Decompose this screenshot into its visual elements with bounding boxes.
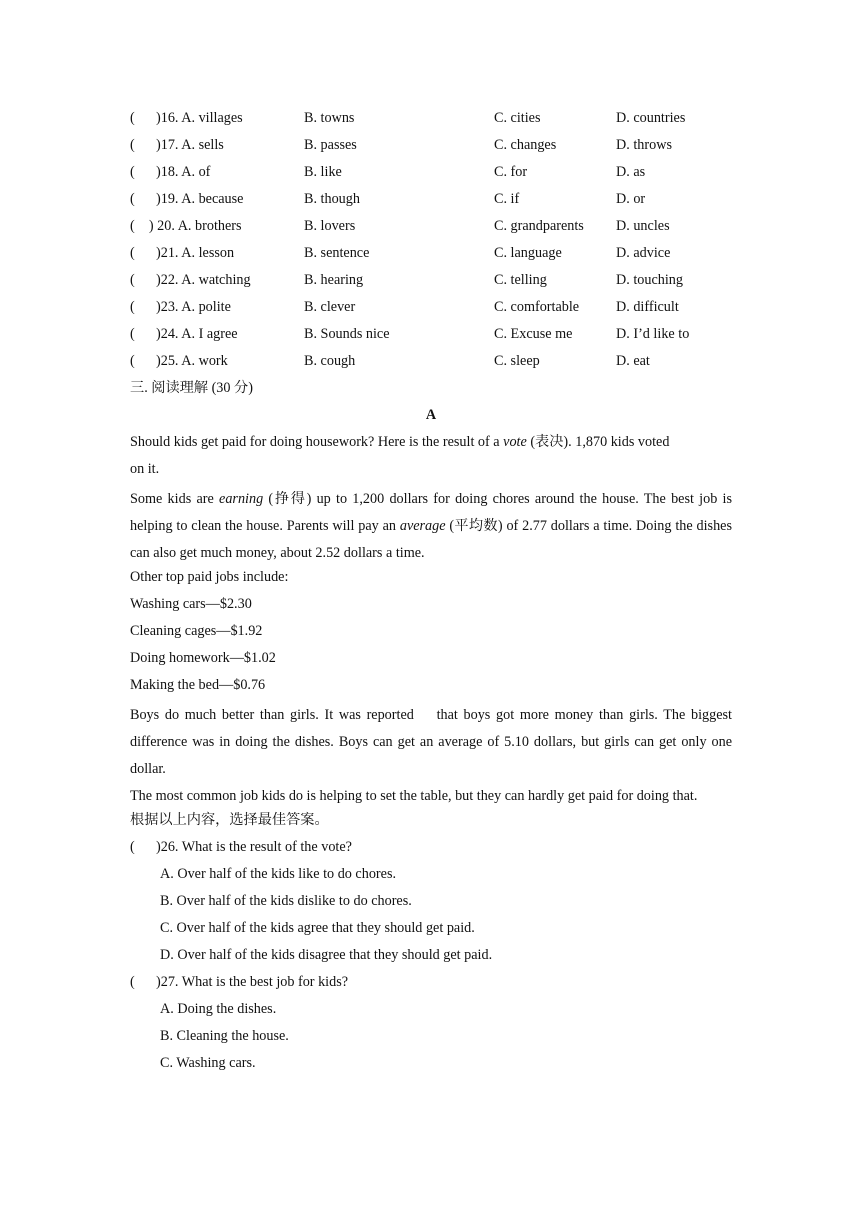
option-c: C. grandparents xyxy=(494,218,584,234)
passage-paragraph-1 xyxy=(130,432,732,459)
cloze-row xyxy=(130,108,732,135)
option-d: D. touching xyxy=(616,272,683,288)
question-number: ( )17. xyxy=(130,137,179,153)
option-a: A. brothers xyxy=(177,218,242,234)
question-27 xyxy=(130,972,732,1080)
option-a: A. polite xyxy=(181,299,231,315)
option-c: C. sleep xyxy=(494,353,540,369)
option-c: C. for xyxy=(494,164,528,180)
answer-option: B. Cleaning the house. xyxy=(160,1028,289,1044)
option-d: D. countries xyxy=(616,110,686,126)
italic-term: earning xyxy=(219,491,264,507)
instruction: 根据以上内容，选择最佳答案。 xyxy=(130,812,329,828)
question-stem: ( )27. What is the best job for kids? xyxy=(130,974,349,990)
option-c: C. telling xyxy=(494,272,547,288)
job-item: Cleaning cages—$1.92 xyxy=(130,623,263,639)
job-item: Doing homework—$1.02 xyxy=(130,650,276,666)
option-b: B. cough xyxy=(304,353,356,369)
text-span: Should kids get paid for doing housework? Here is the result of a xyxy=(130,434,504,450)
option-a: A. work xyxy=(181,353,228,369)
job-item: Washing cars—$2.30 xyxy=(130,596,252,612)
option-c: C. if xyxy=(494,191,520,207)
job-item: Making the bed—$0.76 xyxy=(130,677,266,693)
text-span: Some kids are xyxy=(130,491,220,507)
option-a: A. villages xyxy=(181,110,243,126)
option-d: D. throws xyxy=(616,137,672,153)
cloze-row xyxy=(130,297,732,324)
passage-paragraph-3: Other top paid jobs include: xyxy=(130,569,289,585)
passage-paragraph-1-cont: on it. xyxy=(130,461,160,477)
text-span: (表决). 1,870 kids voted xyxy=(526,434,670,450)
answer-option: D. Over half of the kids disagree that they should get paid. xyxy=(160,947,493,963)
question-number: ( )23. xyxy=(130,299,179,315)
answer-option: B. Over half of the kids dislike to do chores. xyxy=(160,893,412,909)
question-number: ( )22. xyxy=(130,272,179,288)
answer-option: A. Over half of the kids like to do chores. xyxy=(160,866,397,882)
cloze-row xyxy=(130,351,732,378)
cloze-row xyxy=(130,324,732,351)
question-number: ( )16. xyxy=(130,110,179,126)
option-a: A. sells xyxy=(181,137,224,153)
text-span: (平均数) of 2.77 dollars a time. Doing the dishes can also get much money, about 2.52 dollars a time. xyxy=(130,518,732,561)
option-d: D. advice xyxy=(616,245,671,261)
page-content xyxy=(130,108,736,1080)
question-number: ( )25. xyxy=(130,353,179,369)
cloze-row xyxy=(130,189,732,216)
passage-paragraph-2 xyxy=(130,486,732,567)
question-number: ( ) 20. xyxy=(130,218,175,234)
cloze-row xyxy=(130,162,732,189)
cloze-row xyxy=(130,135,732,162)
answer-option: C. Washing cars. xyxy=(160,1055,256,1071)
option-b: B. sentence xyxy=(304,245,370,261)
question-number: ( )21. xyxy=(130,245,179,261)
option-a: A. I agree xyxy=(181,326,238,342)
option-b: B. passes xyxy=(304,137,357,153)
question-26 xyxy=(130,837,732,972)
option-b: B. hearing xyxy=(304,272,364,288)
option-c: C. Excuse me xyxy=(494,326,573,342)
option-c: C. changes xyxy=(494,137,557,153)
passage-paragraph-5: The most common job kids do is helping to set the table, but they can hardly get paid for doing that. xyxy=(130,788,698,804)
cloze-row xyxy=(130,216,732,243)
italic-term: average xyxy=(399,518,446,534)
option-d: D. eat xyxy=(616,353,650,369)
question-number: ( )24. xyxy=(130,326,179,342)
option-a: A. because xyxy=(181,191,244,207)
option-d: D. I’d like to xyxy=(616,326,690,342)
option-c: C. comfortable xyxy=(494,299,580,315)
passage-label: A xyxy=(425,407,437,423)
answer-option: C. Over half of the kids agree that they should get paid. xyxy=(160,920,475,936)
option-b: B. like xyxy=(304,164,342,180)
reading-passage xyxy=(130,432,736,810)
question-stem: ( )26. What is the result of the vote? xyxy=(130,839,352,855)
option-d: D. as xyxy=(616,164,646,180)
option-d: D. or xyxy=(616,191,646,207)
section-title: 三. 阅读理解 (30 分) xyxy=(130,380,253,396)
cloze-row xyxy=(130,270,732,297)
option-a: A. watching xyxy=(181,272,251,288)
question-number: ( )18. xyxy=(130,164,179,180)
italic-term: vote xyxy=(503,434,527,450)
option-b: B. towns xyxy=(304,110,355,126)
option-a: A. lesson xyxy=(181,245,235,261)
option-b: B. lovers xyxy=(304,218,356,234)
option-a: A. of xyxy=(181,164,211,180)
option-b: B. Sounds nice xyxy=(304,326,390,342)
option-d: D. uncles xyxy=(616,218,670,234)
answer-option: A. Doing the dishes. xyxy=(160,1001,277,1017)
passage-paragraph-4: Boys do much better than girls. It was reported that boys got more money than girls. The biggest difference was in doing the dishes. Boys can get an average of 5.10 dollars, but girls can get only one dollar. xyxy=(130,707,736,777)
option-b: B. though xyxy=(304,191,360,207)
option-c: C. cities xyxy=(494,110,541,126)
option-c: C. language xyxy=(494,245,562,261)
cloze-options-list xyxy=(130,108,732,378)
question-number: ( )19. xyxy=(130,191,179,207)
text-span: (挣得) up to 1,200 dollars for doing chores around the house. The best job is helping to clean the house. Parents will pay an xyxy=(130,491,733,534)
option-b: B. clever xyxy=(304,299,356,315)
cloze-row xyxy=(130,243,732,270)
option-d: D. difficult xyxy=(616,299,679,315)
